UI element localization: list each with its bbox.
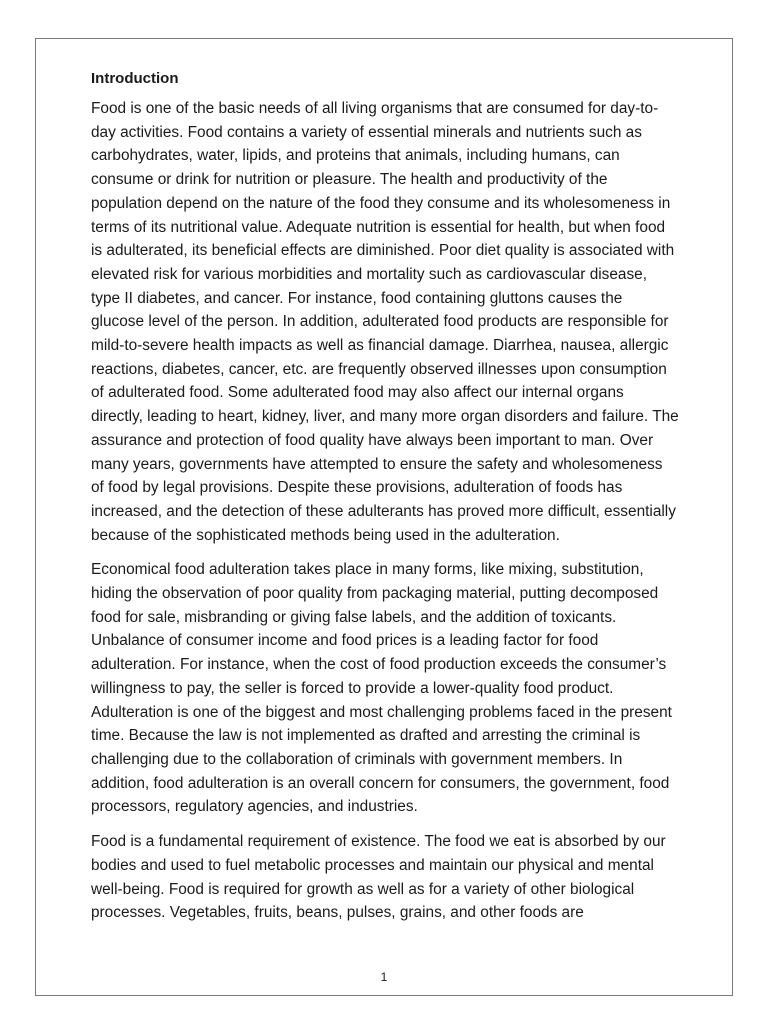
paragraph-2: Economical food adulteration takes place in many forms, like mixing, substitution, hiding the observation of poor quality from packaging material, putting decomposed food for sale, misbranding or giving false labels, and the addition of toxicants. Unbalance of consumer income and food prices is a leading factor for food adulteration. For instance, when the cost of food production exceeds the consumer’s willingness to pay, the seller is forced to provide a lower-quality food product. Adulteration is one of the biggest and most challenging problems faced in the present time. Because the law is not implemented as drafted and arresting the criminal is challenging due to the collaboration of criminals with government members. In addition, food adulteration is an overall concern for consumers, the government, food processors, regulatory agencies, and industries. bbox=[91, 561, 672, 816]
paragraph-1: Food is one of the basic needs of all living organisms that are consumed for day-to-day activities. Food contains a variety of essential minerals and nutrients such as carbohydrates, water, lipids, and proteins that animals, including humans, can consume or drink for nutrition or pleasure. The health and productivity of the population depend on the nature of the food they consume and its wholesomeness in terms of its nutritional value. Adequate nutrition is essential for health, but when food is adulterated, its beneficial effects are diminished. Poor diet quality is associated with elevated risk for various morbidities and mortality such as cardiovascular disease, type II diabetes, and cancer. For instance, food containing gluttons causes the glucose level of the person. In addition, adulterated food products are responsible for mild-to-severe health impacts as well as financial damage. Diarrhea, nausea, allergic reactions, diabetes, cancer, etc. are frequently observed illnesses upon consumption of adulterated food. Some adulterated food may also affect our internal organs directly, leading to heart, kidney, liver, and many more organ disorders and failure. The assurance and protection of food quality have always been important to man. Over many years, governments have attempted to ensure the safety and wholesomeness of food by legal provisions. Despite these provisions, adulteration of foods has increased, and the detection of these adulterants has proved more difficult, essentially because of the sophisticated methods being used in the adulteration. bbox=[91, 100, 679, 544]
document-page bbox=[35, 38, 733, 996]
page-number: 1 bbox=[380, 970, 388, 984]
page-content bbox=[91, 67, 679, 936]
section-heading: Introduction bbox=[91, 70, 179, 87]
paragraph-3: Food is a fundamental requirement of existence. The food we eat is absorbed by our bodies and used to fuel metabolic processes and maintain our physical and mental well-being. Food is required for growth as well as for a variety of other biological processes. Vegetables, fruits, beans, pulses, grains, and other foods are bbox=[91, 833, 666, 922]
